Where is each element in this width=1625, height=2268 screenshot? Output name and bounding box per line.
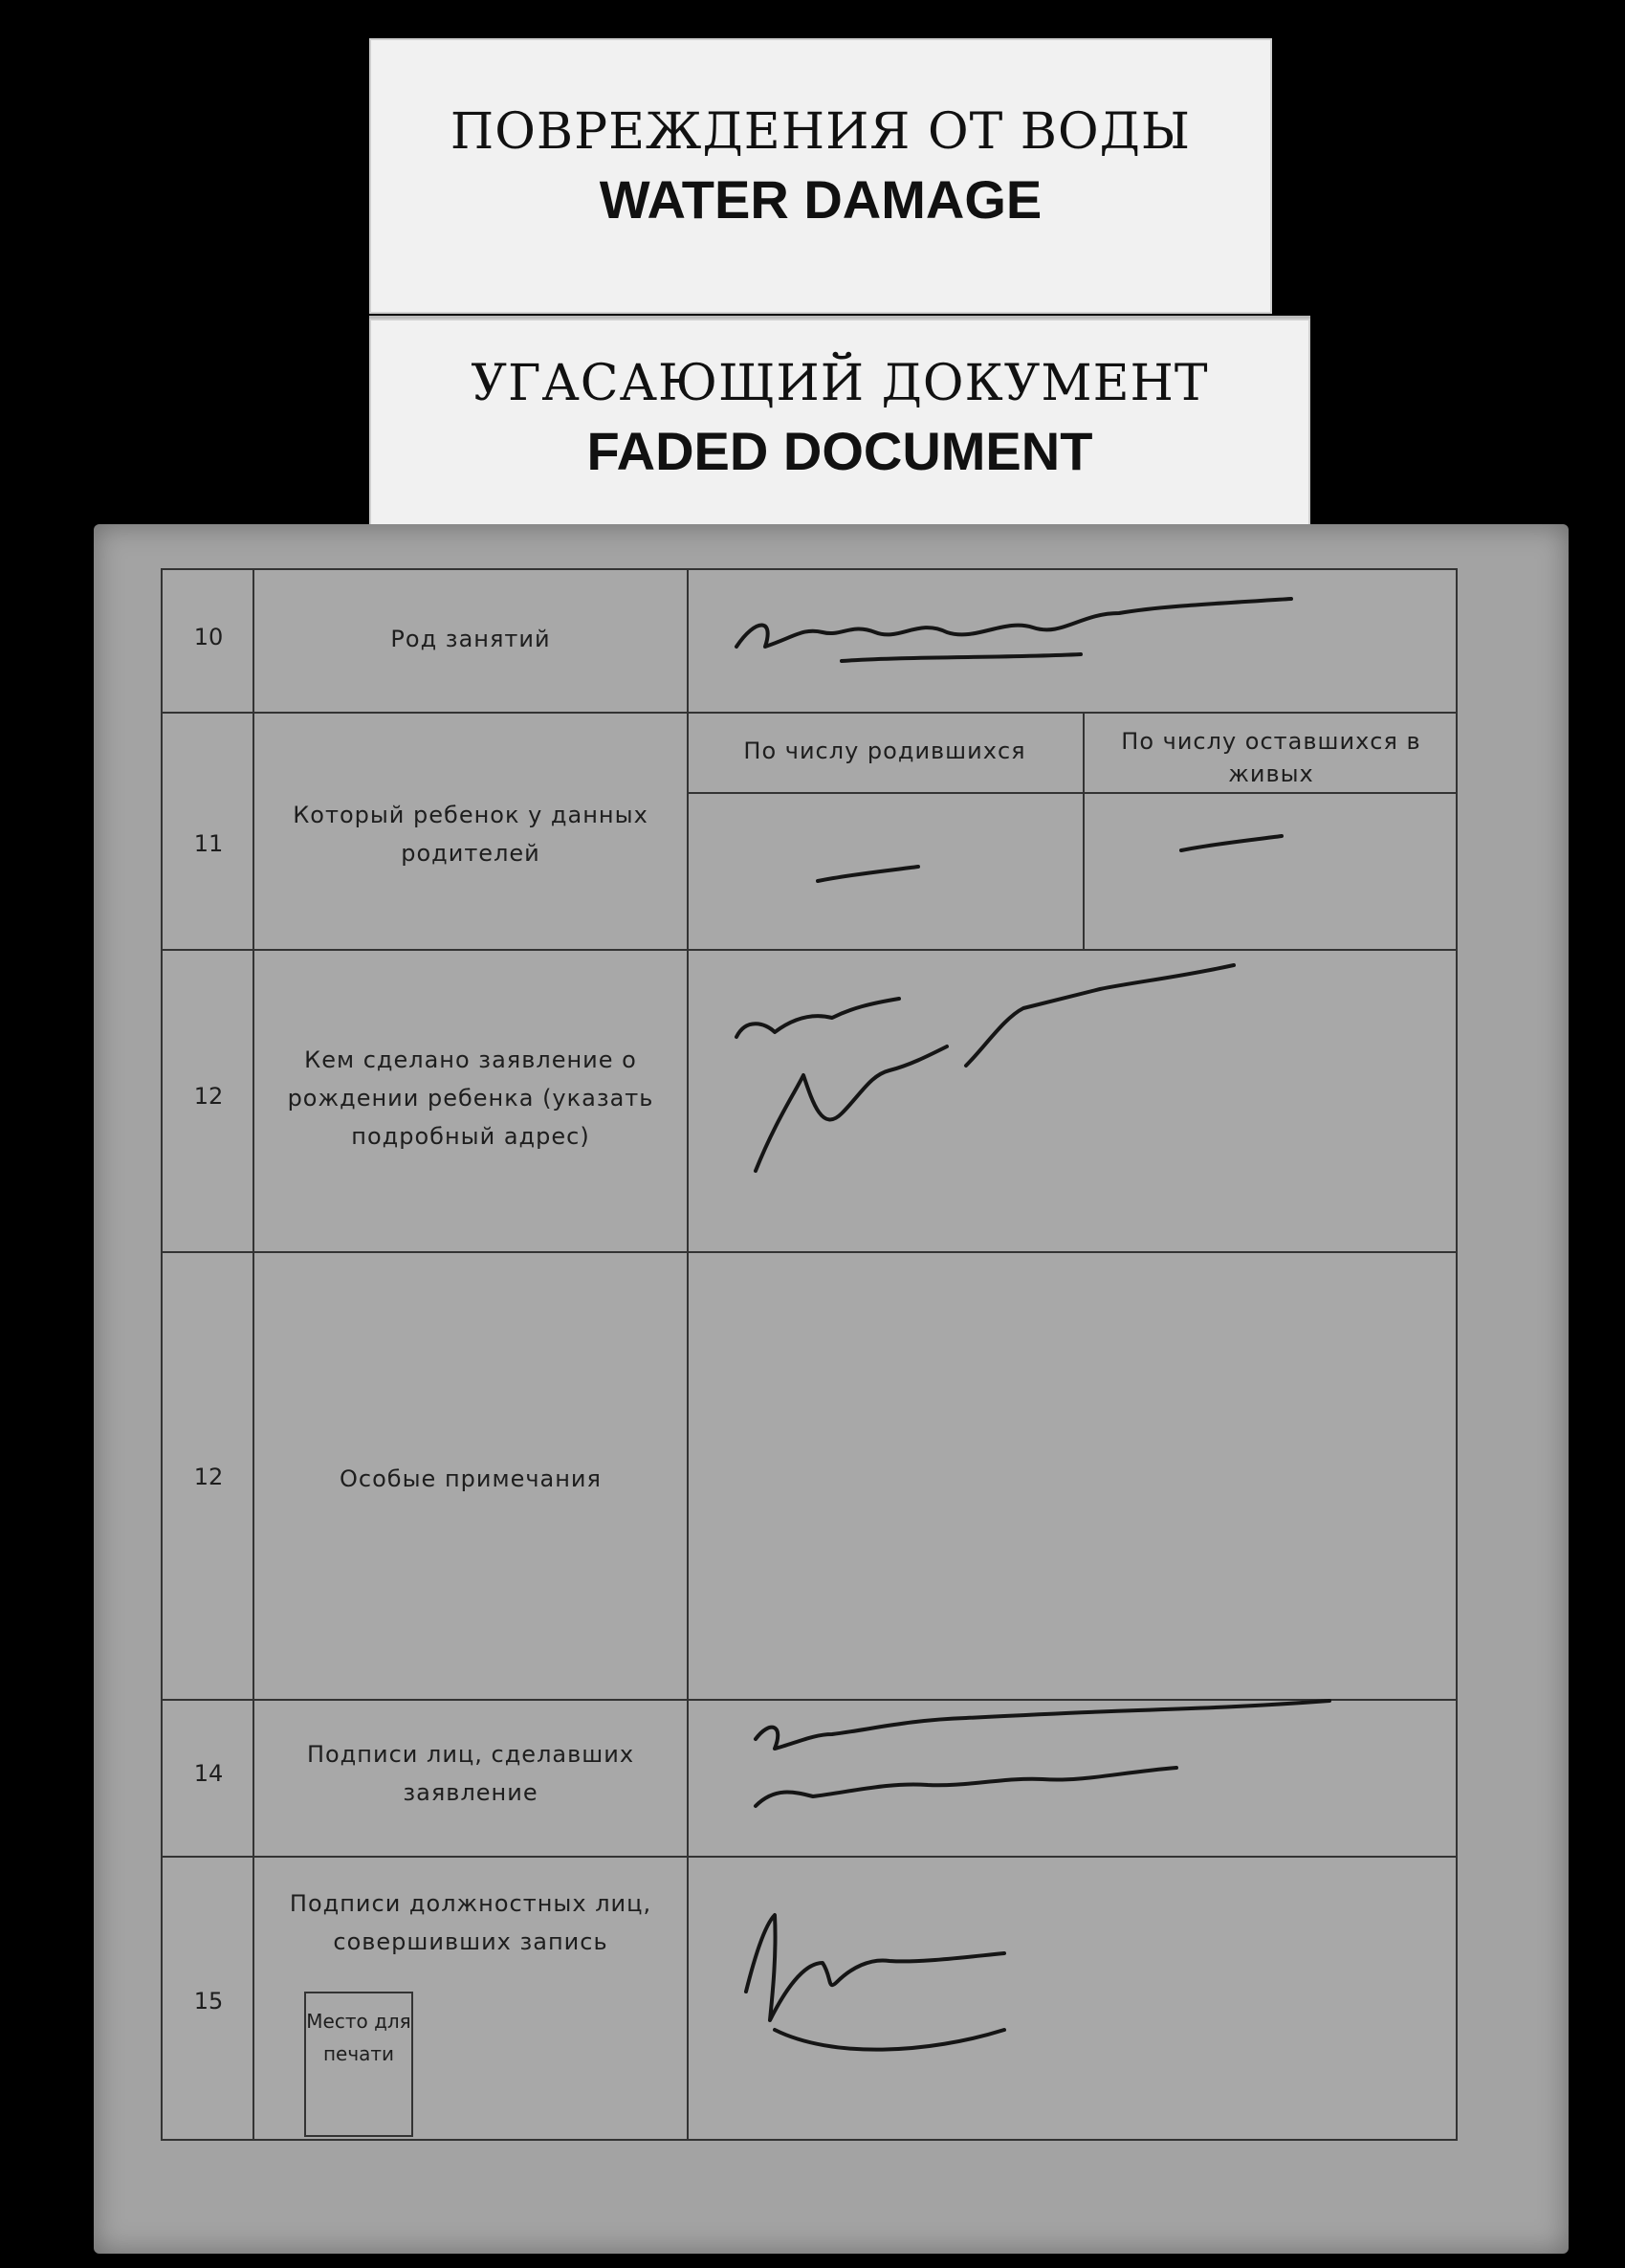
water-damage-ru-text: ПОВРЕЖДЕНИЯ ОТ ВОДЫ	[450, 103, 1192, 161]
water-damage-label	[369, 38, 1272, 314]
handwriting-declarant-signature	[717, 1701, 1425, 1854]
faded-ru-text: УГАСАЮЩИЙ ДОКУМЕНТ	[471, 355, 1209, 412]
row-label: Кем сделано заявление о рождении ребенка (указать подробный адрес)	[287, 1046, 654, 1150]
handwriting-occupation	[717, 580, 1406, 685]
row-label: Подписи должностных лиц, совершивших запись	[289, 1890, 652, 1955]
row-declarant	[163, 951, 1456, 1253]
official-signature	[717, 1886, 1157, 2078]
row-special-notes	[163, 1253, 1456, 1701]
handwriting-born-dash	[813, 857, 928, 895]
row-label: Подписи лиц, сделавших заявление	[306, 1741, 635, 1806]
row-label: Который ребенок у данных родителей	[293, 802, 648, 867]
birth-record-form	[161, 568, 1458, 2141]
col-header-born: По числу родившихся	[743, 738, 1026, 764]
row-label: Род занятий	[390, 626, 551, 652]
row-number: 14	[193, 1760, 224, 1787]
water-damage-en-text: WATER DAMAGE	[599, 169, 1043, 230]
row-occupation	[163, 570, 1456, 714]
col-header-living: По числу оставшихся в живых	[1121, 728, 1421, 787]
faded-document-label	[369, 316, 1310, 534]
row-number: 12	[193, 1083, 224, 1110]
faded-en-text: FADED DOCUMENT	[586, 421, 1093, 481]
row-declarant-signatures	[163, 1701, 1456, 1858]
row-number: 12	[193, 1464, 224, 1490]
row-label: Особые примечания	[340, 1465, 602, 1492]
stamp-placeholder: Место для печати	[304, 1992, 413, 2137]
handwriting-living-dash	[1176, 826, 1291, 865]
row-number: 15	[193, 1988, 224, 2015]
handwriting-declarant	[717, 960, 1253, 1209]
row-child-order	[163, 714, 1456, 951]
row-number: 11	[193, 830, 224, 857]
row-number: 10	[193, 624, 224, 650]
